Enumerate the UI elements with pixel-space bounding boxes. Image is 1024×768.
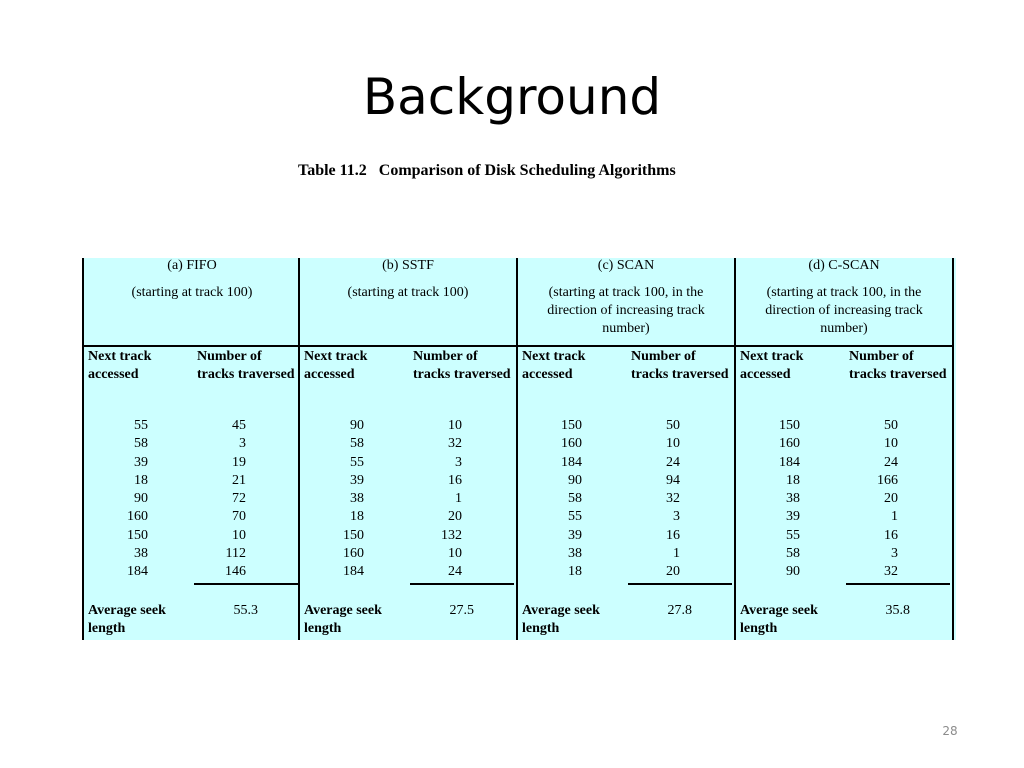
table-row — [84, 545, 300, 563]
slide-title: Background — [362, 68, 662, 126]
table-row — [736, 508, 952, 526]
tracks-traversed-cell: 16 — [884, 527, 898, 543]
average-seek-value: 27.5 — [449, 603, 474, 618]
tracks-traversed-cell: 24 — [448, 564, 462, 580]
table-row — [518, 435, 734, 453]
tracks-traversed-cell: 32 — [666, 491, 680, 507]
sum-rule — [628, 583, 732, 585]
next-track-cell: 160 — [127, 509, 148, 525]
next-track-cell: 55 — [568, 509, 582, 525]
table-row — [736, 454, 952, 472]
header-next-track: Next track accessed — [740, 349, 804, 382]
next-track-cell: 38 — [350, 491, 364, 507]
tracks-traversed-cell: 20 — [666, 564, 680, 580]
next-track-cell: 55 — [786, 527, 800, 543]
next-track-cell: 184 — [561, 454, 582, 470]
tracks-traversed-cell: 32 — [448, 436, 462, 452]
data-rows — [300, 417, 516, 582]
header-rule — [736, 345, 952, 347]
tracks-traversed-cell: 3 — [673, 509, 680, 525]
table-row — [736, 417, 952, 435]
next-track-cell: 38 — [568, 546, 582, 562]
table-row — [300, 454, 516, 472]
table-row — [84, 472, 300, 490]
tracks-traversed-cell: 20 — [884, 491, 898, 507]
next-track-cell: 90 — [568, 472, 582, 488]
next-track-cell: 160 — [343, 546, 364, 562]
algorithm-name: (a) FIFO — [167, 258, 217, 273]
next-track-cell: 58 — [350, 436, 364, 452]
next-track-cell: 55 — [134, 418, 148, 433]
next-track-cell: 58 — [568, 491, 582, 507]
data-rows — [84, 417, 300, 582]
tracks-traversed-cell: 50 — [884, 418, 898, 433]
header-rule — [84, 345, 300, 347]
next-track-cell: 150 — [779, 418, 800, 433]
algorithm-name: (b) SSTF — [382, 258, 434, 273]
table-row — [84, 435, 300, 453]
table-row — [84, 508, 300, 526]
table-row — [300, 435, 516, 453]
next-track-cell: 150 — [561, 418, 582, 433]
table-row — [736, 527, 952, 545]
next-track-cell: 39 — [568, 527, 582, 543]
next-track-cell: 58 — [786, 546, 800, 562]
header-number-of-tracks: Number of tracks traversed — [631, 349, 729, 382]
next-track-cell: 90 — [134, 491, 148, 507]
tracks-traversed-cell: 10 — [666, 436, 680, 452]
next-track-cell: 150 — [127, 527, 148, 543]
next-track-cell: 39 — [134, 454, 148, 470]
tracks-traversed-cell: 21 — [232, 472, 246, 488]
table-row — [736, 490, 952, 508]
table-row — [518, 563, 734, 581]
tracks-traversed-cell: 72 — [232, 491, 246, 507]
tracks-traversed-cell: 19 — [232, 454, 246, 470]
next-track-cell: 90 — [786, 564, 800, 580]
table-row — [518, 508, 734, 526]
tracks-traversed-cell: 24 — [884, 454, 898, 470]
tracks-traversed-cell: 24 — [666, 454, 680, 470]
next-track-cell: 184 — [343, 564, 364, 580]
table-row — [84, 490, 300, 508]
table-row — [518, 472, 734, 490]
next-track-cell: 18 — [134, 472, 148, 488]
average-seek-label: Average seek length — [304, 603, 382, 636]
next-track-cell: 38 — [786, 491, 800, 507]
tracks-traversed-cell: 3 — [455, 454, 462, 470]
sum-rule — [846, 583, 950, 585]
tracks-traversed-cell: 16 — [666, 527, 680, 543]
tracks-traversed-cell: 3 — [891, 546, 898, 562]
next-track-cell: 184 — [127, 564, 148, 580]
next-track-cell: 150 — [343, 527, 364, 543]
header-next-track: Next track accessed — [88, 349, 152, 382]
tracks-traversed-cell: 10 — [448, 418, 462, 433]
tracks-traversed-cell: 1 — [455, 491, 462, 507]
table-row — [300, 417, 516, 435]
average-seek-label: Average seek length — [740, 603, 818, 636]
table-row — [518, 454, 734, 472]
tracks-traversed-cell: 1 — [673, 546, 680, 562]
algorithm-note: (starting at track 100, in the direction of increasing track number) — [765, 285, 923, 336]
table-row — [736, 472, 952, 490]
sum-rule — [194, 583, 298, 585]
tracks-traversed-cell: 16 — [448, 472, 462, 488]
table-row — [300, 527, 516, 545]
table-row — [300, 472, 516, 490]
tracks-traversed-cell: 146 — [225, 564, 246, 580]
tracks-traversed-cell: 10 — [884, 436, 898, 452]
algorithm-column — [82, 258, 300, 640]
next-track-cell: 55 — [350, 454, 364, 470]
average-seek-label: Average seek length — [522, 603, 600, 636]
average-seek-value: 35.8 — [885, 603, 910, 618]
algorithm-name: (c) SCAN — [597, 258, 655, 273]
tracks-traversed-cell: 70 — [232, 509, 246, 525]
table-row — [84, 454, 300, 472]
next-track-cell: 39 — [350, 472, 364, 488]
next-track-cell: 38 — [134, 546, 148, 562]
tracks-traversed-cell: 132 — [441, 527, 462, 543]
header-number-of-tracks: Number of tracks traversed — [849, 349, 947, 382]
table-row — [84, 417, 300, 435]
algorithm-note: (starting at track 100) — [131, 285, 253, 300]
tracks-traversed-cell: 20 — [448, 509, 462, 525]
table-caption: Table 11.2 Comparison of Disk Scheduling Algorithms — [298, 162, 676, 179]
algorithm-note: (starting at track 100) — [347, 285, 469, 300]
header-number-of-tracks: Number of tracks traversed — [197, 349, 295, 382]
slide-number: 28 — [942, 724, 958, 738]
table-row — [300, 490, 516, 508]
next-track-cell: 18 — [786, 472, 800, 488]
next-track-cell: 90 — [350, 418, 364, 433]
table-row — [736, 545, 952, 563]
table-row — [736, 563, 952, 581]
algorithm-column — [518, 258, 736, 640]
algorithm-name: (d) C-SCAN — [808, 258, 880, 273]
table-row — [518, 417, 734, 435]
table-row — [300, 508, 516, 526]
header-next-track: Next track accessed — [522, 349, 586, 382]
table-row — [300, 545, 516, 563]
next-track-cell: 18 — [568, 564, 582, 580]
tracks-traversed-cell: 112 — [225, 546, 246, 562]
next-track-cell: 160 — [561, 436, 582, 452]
next-track-cell: 18 — [350, 509, 364, 525]
table-row — [518, 545, 734, 563]
algorithm-column — [300, 258, 518, 640]
header-rule — [300, 345, 516, 347]
tracks-traversed-cell: 32 — [884, 564, 898, 580]
tracks-traversed-cell: 166 — [877, 472, 898, 488]
header-next-track: Next track accessed — [304, 349, 368, 382]
tracks-traversed-cell: 94 — [666, 472, 680, 488]
table-row — [518, 490, 734, 508]
sum-rule — [410, 583, 514, 585]
header-rule — [518, 345, 734, 347]
table-row — [736, 435, 952, 453]
algorithm-note: (starting at track 100, in the direction of increasing track number) — [547, 285, 705, 336]
table-row — [84, 563, 300, 581]
average-seek-value: 27.8 — [667, 603, 692, 618]
data-rows — [736, 417, 952, 582]
header-number-of-tracks: Number of tracks traversed — [413, 349, 511, 382]
next-track-cell: 184 — [779, 454, 800, 470]
tracks-traversed-cell: 45 — [232, 418, 246, 433]
table-row — [300, 563, 516, 581]
tracks-traversed-cell: 10 — [448, 546, 462, 562]
average-seek-value: 55.3 — [233, 603, 258, 618]
algorithm-column — [736, 258, 954, 640]
next-track-cell: 39 — [786, 509, 800, 525]
next-track-cell: 58 — [134, 436, 148, 452]
tracks-traversed-cell: 1 — [891, 509, 898, 525]
tracks-traversed-cell: 10 — [232, 527, 246, 543]
table-row — [518, 527, 734, 545]
data-rows — [518, 417, 734, 582]
table-row — [84, 527, 300, 545]
tracks-traversed-cell: 3 — [239, 436, 246, 452]
next-track-cell: 160 — [779, 436, 800, 452]
tracks-traversed-cell: 50 — [666, 418, 680, 433]
average-seek-label: Average seek length — [88, 603, 166, 636]
disk-scheduling-table — [82, 258, 956, 640]
